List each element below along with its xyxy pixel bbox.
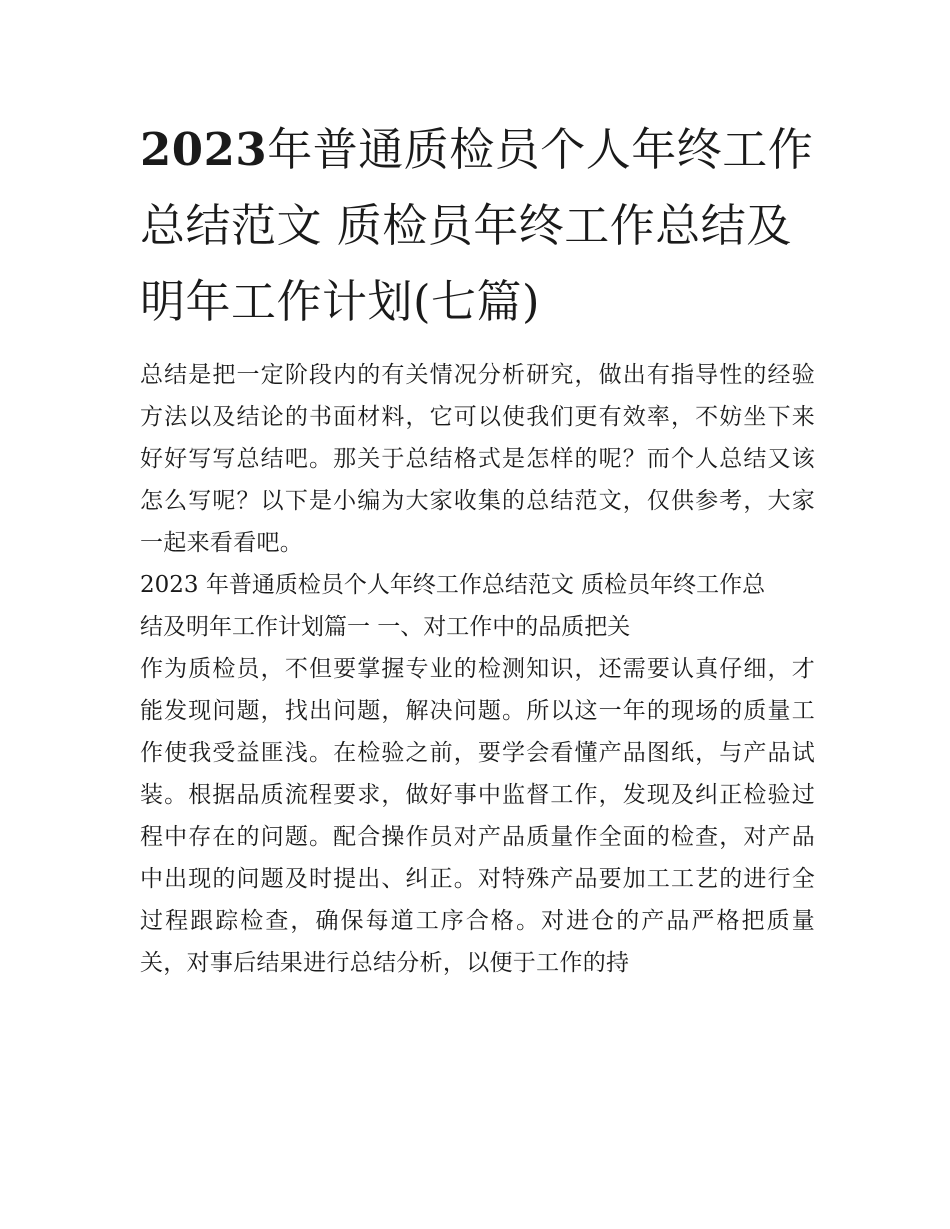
section-heading-line-2: 结及明年工作计划篇一 一、对工作中的品质把关 xyxy=(140,614,631,640)
intro-paragraph: 总结是把一定阶段内的有关情况分析研究，做出有指导性的经验方法以及结论的书面材料，它可以使我们更有效率，不妨坐下来好好写写总结吧。那关于总结格式是怎样的呢？而个人总结又该怎么写呢？以下是小编为大家收集的总结范文，仅供参考，大家一起来看看吧。 xyxy=(140,362,815,556)
section-heading-line-1: 2023 年普通质检员个人年终工作总结范文 质检员年终工作总 xyxy=(140,572,766,598)
title-text: 年普通质检员个人年终工作总结范文 质检员年终工作总结及明年工作计划(七篇) xyxy=(140,123,814,328)
document-page xyxy=(140,112,815,984)
document-title xyxy=(140,112,815,340)
title-year: 2023 xyxy=(140,123,268,176)
body-paragraph: 作为质检员，不但要掌握专业的检测知识，还需要认真仔细，才能发现问题，找出问题，解决问题。所以这一年的现场的质量工作使我受益匪浅。在检验之前，要学会看懂产品图纸，与产品试装。根据品质流程要求，做好事中监督工作，发现及纠正检验过程中存在的问题。配合操作员对产品质量作全面的检查，对产品中出现的问题及时提出、纠正。对特殊产品要加工工艺的进行全过程跟踪检查，确保每道工序合格。对进仓的产品严格把质量关，对事后结果进行总结分析，以便于工作的持 xyxy=(140,656,815,976)
